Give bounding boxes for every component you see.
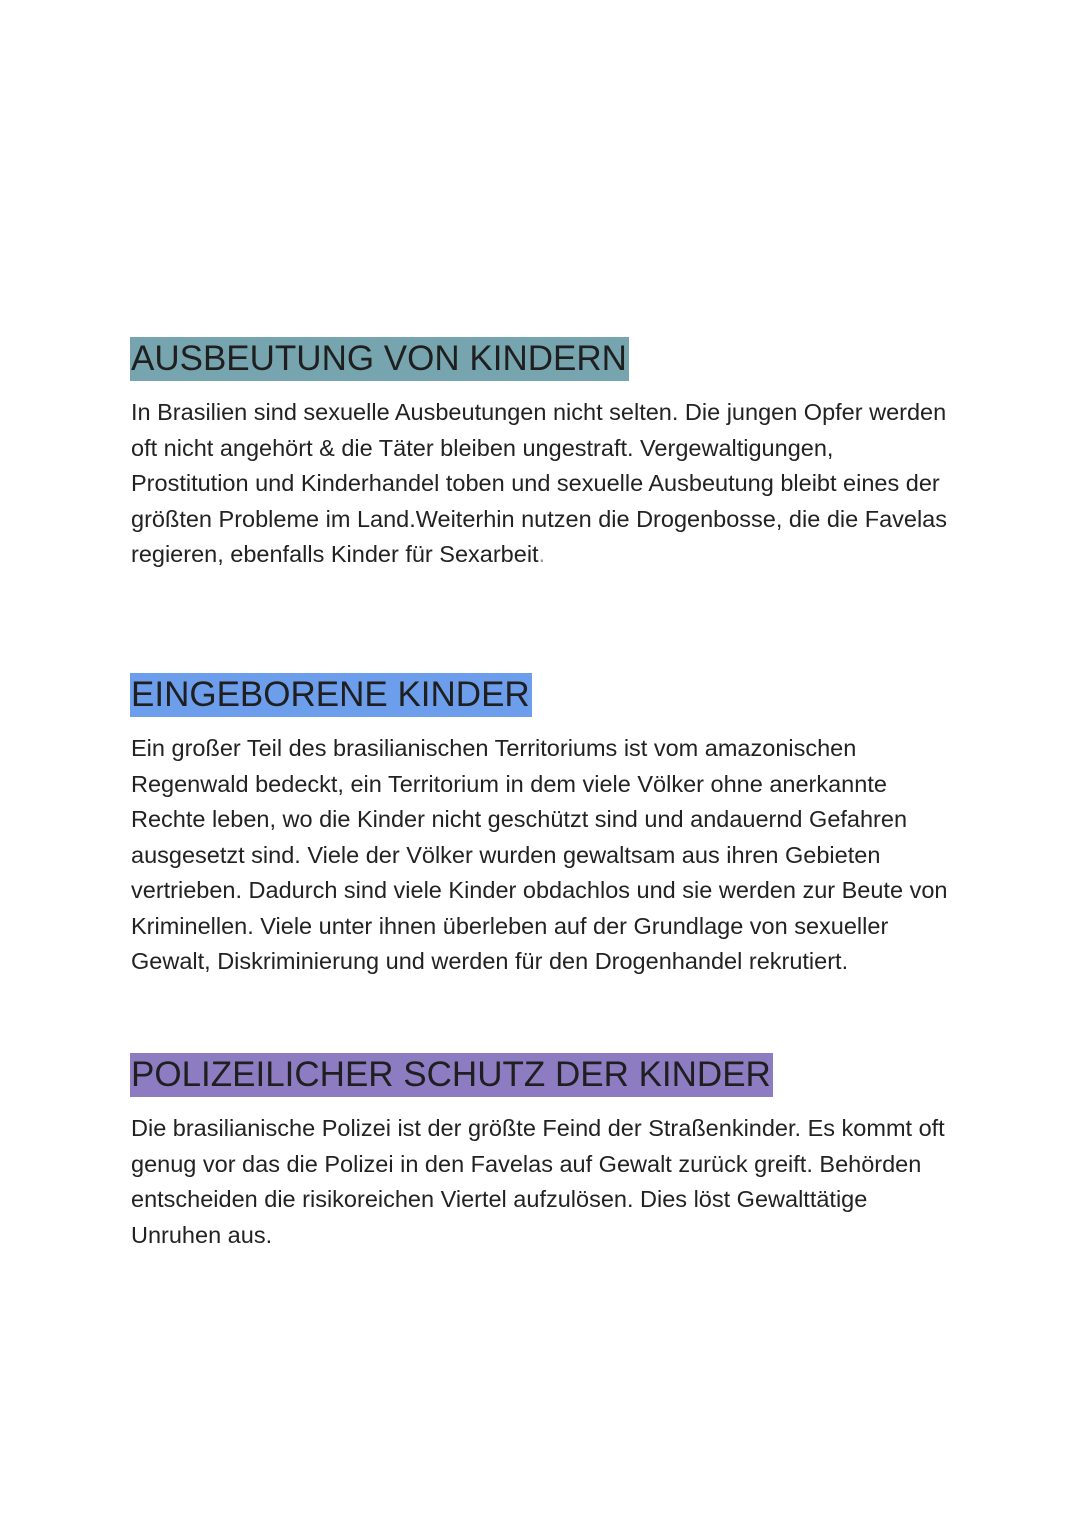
section-heading: EINGEBORENE KINDER [130, 673, 532, 717]
paragraph-trailing-period: . [538, 541, 546, 567]
section-polizei [131, 1053, 951, 1253]
section-ausbeutung [131, 337, 951, 573]
section-heading: POLIZEILICHER SCHUTZ DER KINDER [130, 1053, 773, 1097]
section-eingeborene [131, 673, 951, 980]
section-paragraph: Ein großer Teil des brasilianischen Territoriums ist vom amazonischen Regenwald bedeckt, ein Territorium in dem viele Völker ohne anerkannte Rechte leben, wo die Kinder nicht geschützt sind und andauernd Gefahren ausgesetzt sind. Viele der Völker wurden gewaltsam aus ihren Gebieten vertrieben. Dadurch sind viele Kinder obdachlos und sie werden zur Beute von Kriminellen. Viele unter ihnen überleben auf der Grundlage von sexueller Gewalt, Diskriminierung und werden für den Drogenhandel rekrutiert. [131, 735, 948, 974]
paragraph-text: In Brasilien sind sexuelle Ausbeutungen nicht selten. Die jungen Opfer werden oft nicht angehört & die Täter bleiben ungestraft. Vergewaltigungen, Prostitution und Kinderhandel toben und sexuelle Ausbeutung bleibt eines der größten Probleme im Land.Weiterhin nutzen die Drogenbosse, die die Favelas regieren, ebenfalls Kinder für Sexarbeit [131, 399, 947, 567]
section-heading: AUSBEUTUNG VON KINDERN [130, 337, 629, 381]
section-paragraph: Die brasilianische Polizei ist der größte Feind der Straßenkinder. Es kommt oft genug vor das die Polizei in den Favelas auf Gewalt zurück greift. Behörden entscheiden die risikoreichen Viertel aufzulösen. Dies löst Gewalttätige Unruhen aus. [131, 1115, 945, 1248]
section-paragraph [131, 395, 951, 573]
